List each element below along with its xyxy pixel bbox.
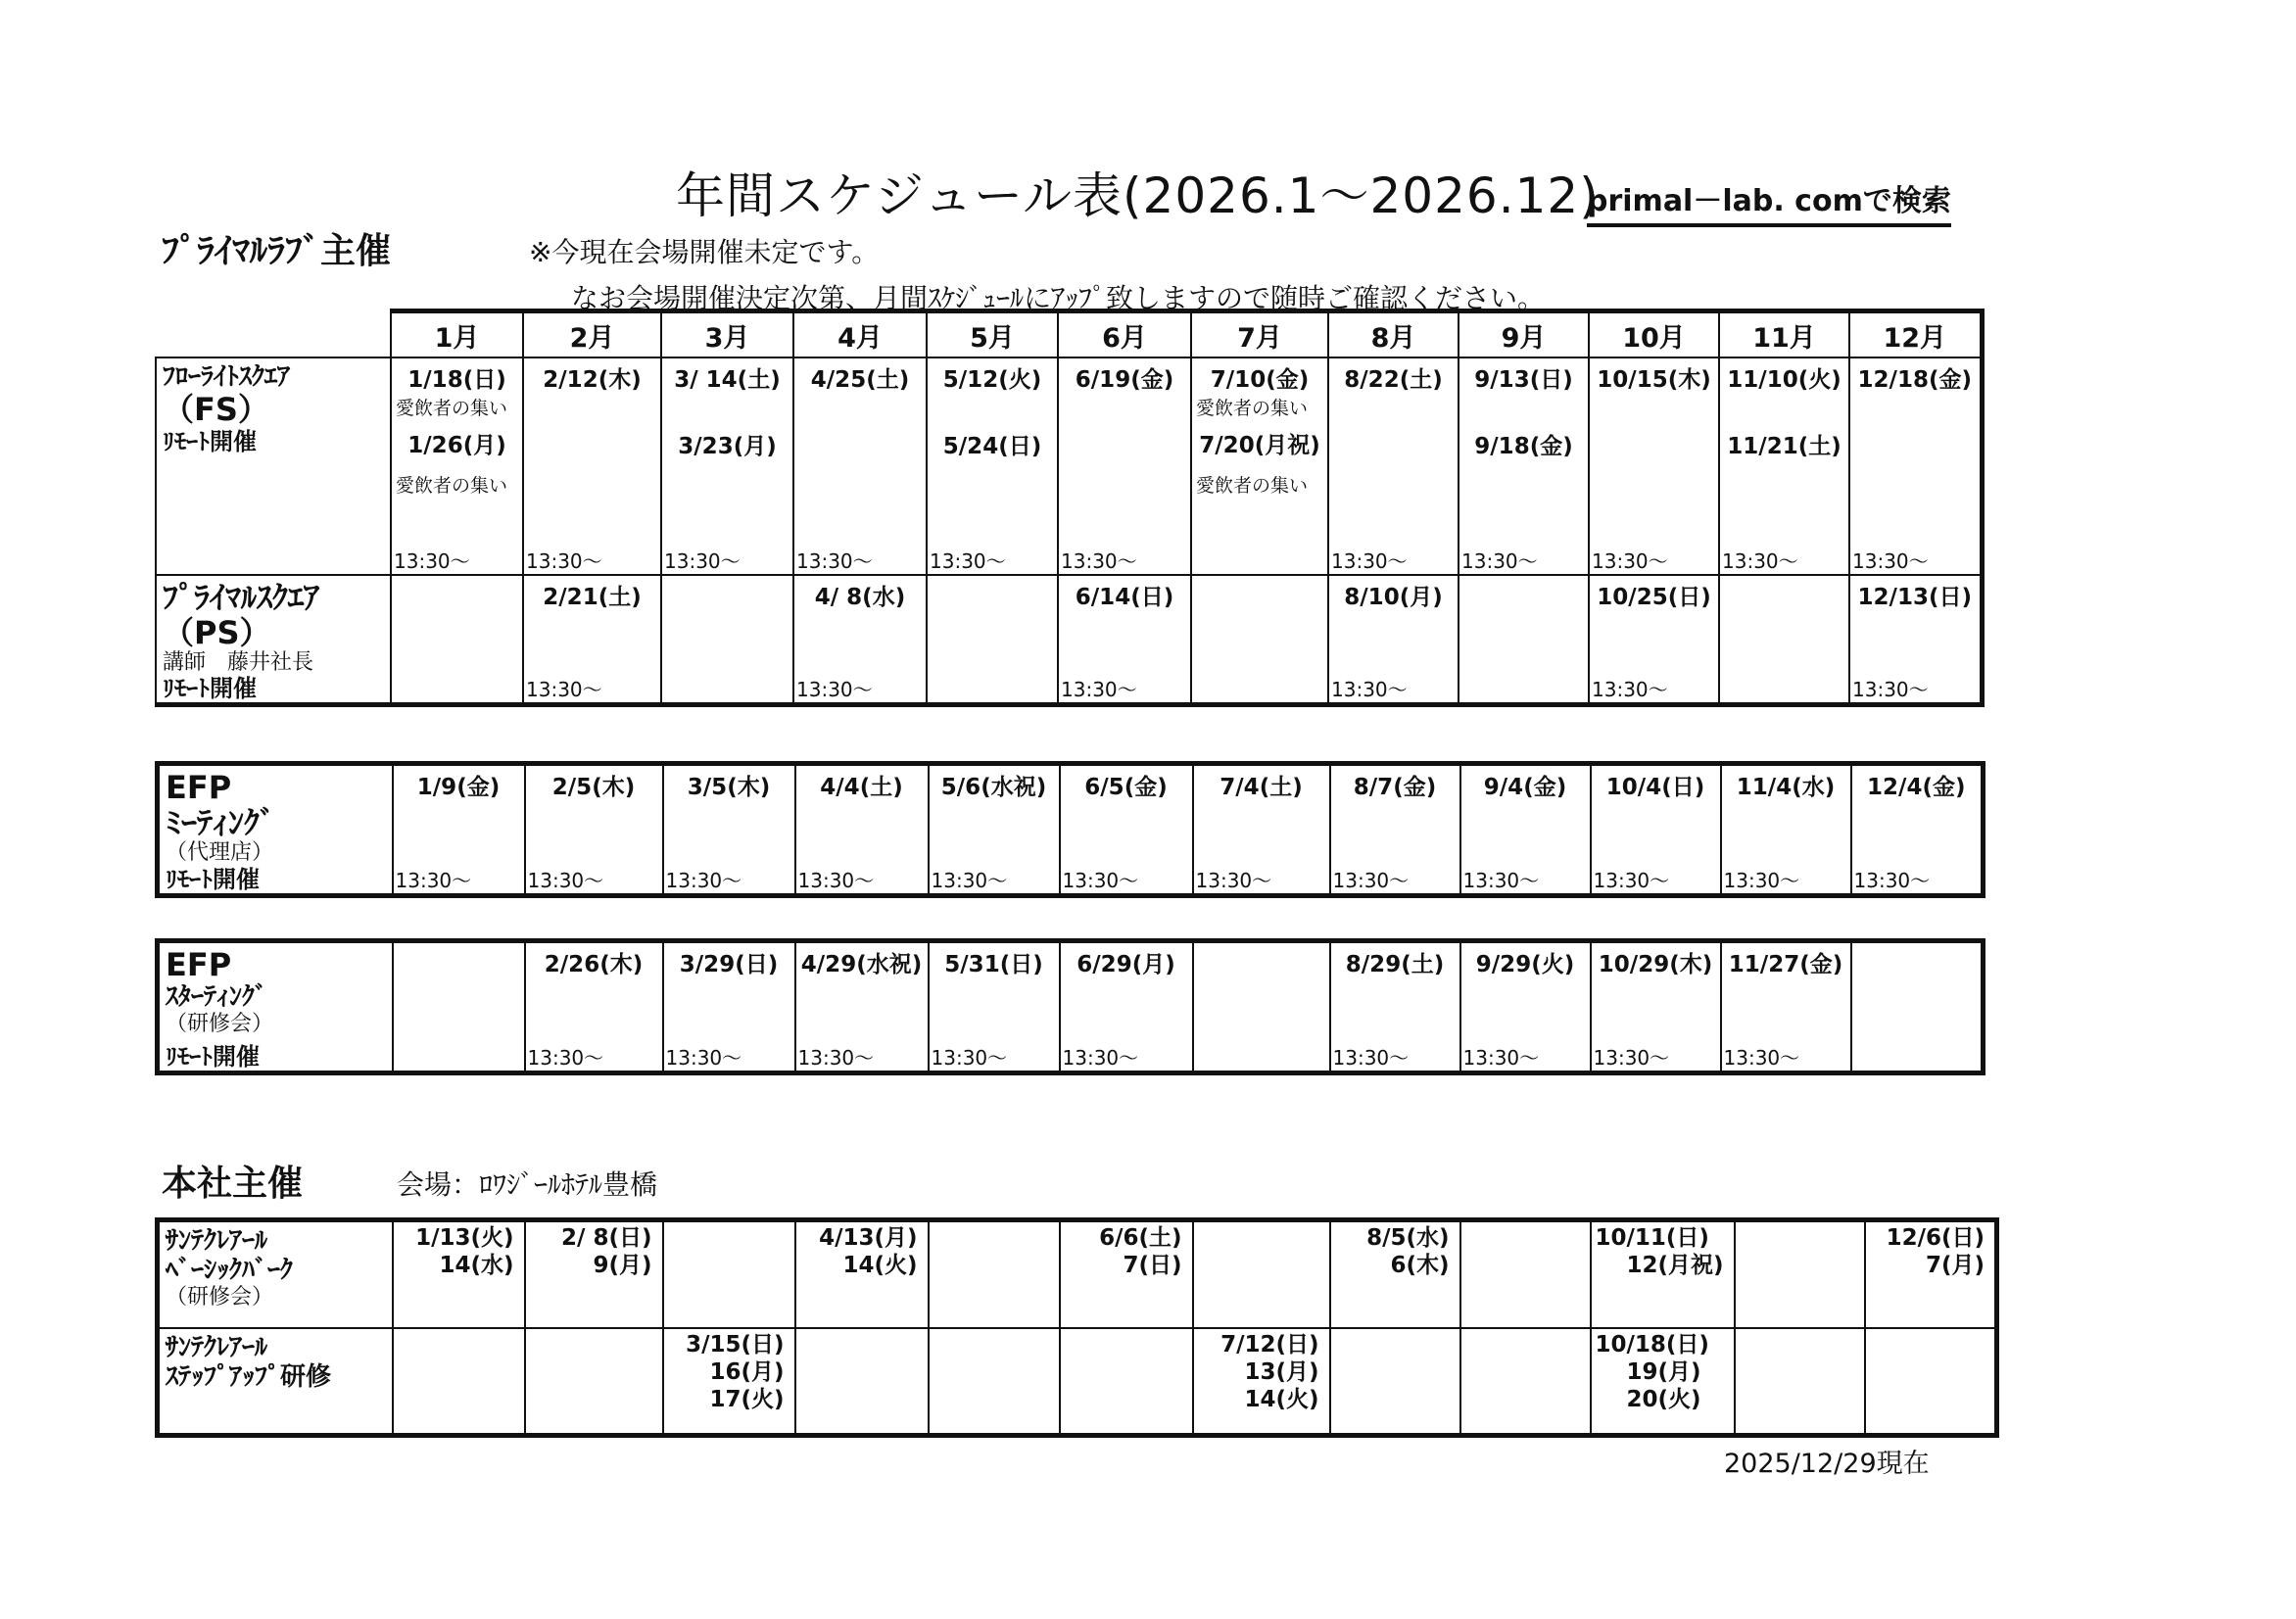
fs-date-2: 7/20(月祝)	[1199, 433, 1320, 458]
as-of-date: 2025/12/29現在	[1724, 1449, 1930, 1479]
ps-date-1: 2/21(土)	[543, 585, 642, 610]
efp_meeting-label	[158, 764, 393, 896]
stepup-cell-3	[663, 1328, 795, 1436]
efp_starting-time: 13:30～	[1462, 1046, 1540, 1070]
efp_starting-cell-9	[1460, 941, 1591, 1073]
efp_starting-date-1: 6/29(月)	[1076, 952, 1175, 977]
basic-cell-3	[663, 1220, 795, 1328]
basic-cell-7	[1193, 1220, 1330, 1328]
efp_starting-cell-11	[1721, 941, 1851, 1073]
fs-date-1: 10/15(木)	[1597, 367, 1711, 393]
ps-date-1: 6/14(日)	[1075, 585, 1174, 610]
table-row-stepup	[158, 1328, 1997, 1436]
stepup-date-1: 10/18(日)	[1595, 1331, 1709, 1357]
efp_meeting-time: 13:30～	[1593, 869, 1670, 892]
table-row-efp-starting	[158, 941, 1984, 1073]
basic-label-line-2: （研修会）	[166, 1285, 274, 1309]
fs-cell-3	[661, 357, 793, 575]
fs-time: 13:30～	[1331, 549, 1408, 573]
efp_starting-date-1: 8/29(土)	[1345, 952, 1445, 977]
efp_meeting-cell-3	[663, 764, 795, 896]
fs-date-1: 11/10(火)	[1727, 367, 1842, 393]
fs-cell-5	[927, 357, 1058, 575]
efp_starting-cell-3	[663, 941, 795, 1073]
fs-date-1: 2/12(木)	[543, 367, 642, 393]
fs-date-1: 6/19(金)	[1075, 367, 1174, 393]
efp_meeting-date-1: 4/4(土)	[820, 775, 903, 800]
basic-date-2: 7(月)	[1926, 1253, 1985, 1278]
month-header-3: 3月	[661, 311, 793, 358]
fs-time: 13:30～	[930, 549, 1006, 573]
efp_meeting-date-1: 10/4(日)	[1605, 775, 1705, 800]
efp_starting-time: 13:30～	[527, 1046, 604, 1070]
section-heading-head-office: 本社主催	[162, 1164, 304, 1204]
fs-time: 13:30～	[526, 549, 602, 573]
ps-cell-6	[1058, 575, 1191, 704]
table-row-ps	[156, 575, 1982, 704]
fs-cell-6	[1058, 357, 1191, 575]
fs-time: 13:30～	[1061, 549, 1137, 573]
basic-date-1: 10/11(日)	[1595, 1225, 1709, 1251]
basic-cell-9	[1460, 1220, 1591, 1328]
fs-time: 13:30～	[1852, 549, 1929, 573]
basic-date-1: 4/13(月)	[819, 1225, 918, 1251]
ps-cell-1	[391, 575, 523, 704]
efp_meeting-date-1: 6/5(金)	[1084, 775, 1168, 800]
ps-cell-11	[1719, 575, 1849, 704]
ps-time: 13:30～	[526, 677, 602, 701]
basic-date-1: 12/6(日)	[1886, 1225, 1985, 1251]
fs-date-2: 9/18(金)	[1474, 434, 1573, 459]
basic-date-2: 7(日)	[1123, 1253, 1182, 1278]
fs-date-1: 12/18(金)	[1857, 367, 1972, 393]
basic-date-1: 6/6(土)	[1099, 1225, 1182, 1251]
fs-event-2: 愛飲者の集い	[396, 475, 508, 497]
stepup-date-2: 16(月)	[709, 1358, 785, 1385]
basic-date-2: 14(火)	[842, 1253, 918, 1278]
fs-time: 13:30～	[1592, 549, 1668, 573]
efp_starting-date-1: 3/29(日)	[679, 952, 779, 977]
efp_meeting-date-1: 8/7(金)	[1353, 775, 1437, 800]
fs-event-2: 愛飲者の集い	[1196, 475, 1309, 497]
efp_meeting-label-line-3: ﾘﾓｰﾄ開催	[166, 866, 260, 893]
efp_meeting-date-1: 11/4(水)	[1736, 775, 1836, 800]
fs-cell-8	[1328, 357, 1459, 575]
fs-date-1: 4/25(土)	[810, 367, 910, 393]
month-header-7: 7月	[1191, 311, 1328, 358]
efp_meeting-time: 13:30～	[931, 869, 1008, 892]
efp_starting-label	[158, 941, 393, 1073]
basic-date-2: 9(月)	[593, 1253, 652, 1278]
basic-cell-6	[1060, 1220, 1193, 1328]
stepup-date-2: 19(月)	[1626, 1358, 1701, 1385]
efp_starting-cell-12	[1851, 941, 1984, 1073]
fs-time: 13:30～	[1461, 549, 1538, 573]
efp_meeting-time: 13:30～	[665, 869, 742, 892]
basic-date-2: 6(木)	[1390, 1253, 1450, 1278]
fs-date-2: 3/23(月)	[678, 434, 777, 459]
stepup-cell-1	[393, 1328, 525, 1436]
efp_meeting-cell-5	[929, 764, 1060, 896]
efp_starting-date-1: 11/27(金)	[1728, 952, 1843, 977]
ps-cell-2	[523, 575, 661, 704]
efp_meeting-cell-7	[1193, 764, 1330, 896]
fs-time: 13:30～	[1722, 549, 1798, 573]
basic-cell-5	[929, 1220, 1060, 1328]
efp_meeting-time: 13:30～	[1723, 869, 1800, 892]
basic-cell-8	[1330, 1220, 1460, 1328]
efp_starting-cell-8	[1330, 941, 1460, 1073]
fs-cell-1	[391, 357, 523, 575]
table-row-fs	[156, 357, 1982, 575]
efp_meeting-time: 13:30～	[527, 869, 604, 892]
efp_meeting-date-1: 3/5(木)	[687, 775, 771, 800]
fs-time: 13:30～	[796, 549, 873, 573]
stepup-cell-4	[795, 1328, 929, 1436]
month-header-4: 4月	[793, 311, 927, 358]
stepup-date-1: 3/15(日)	[686, 1331, 785, 1357]
stepup-cell-5	[929, 1328, 1060, 1436]
page-title: 年間スケジュール表(2026.1～2026.12)	[676, 167, 1600, 224]
stepup-cell-12	[1865, 1328, 1997, 1436]
fs-date-2: 11/21(土)	[1727, 434, 1842, 459]
efp_meeting-cell-10	[1591, 764, 1721, 896]
basic-date-1: 2/ 8(日)	[561, 1225, 652, 1251]
ps-time: 13:30～	[1592, 677, 1668, 701]
efp_starting-cell-7	[1193, 941, 1330, 1073]
ps-cell-12	[1849, 575, 1982, 704]
schedule-table-main	[155, 309, 1985, 707]
fs-time: 13:30～	[664, 549, 741, 573]
stepup-cell-11	[1735, 1328, 1865, 1436]
efp_meeting-date-1: 1/9(金)	[416, 775, 501, 800]
stepup-cell-9	[1460, 1328, 1591, 1436]
month-header-row	[156, 311, 1982, 358]
stepup-date-2: 13(月)	[1244, 1358, 1319, 1385]
efp_meeting-time: 13:30～	[395, 869, 472, 892]
efp_meeting-cell-6	[1060, 764, 1193, 896]
efp_meeting-cell-4	[795, 764, 929, 896]
efp_meeting-cell-8	[1330, 764, 1460, 896]
basic-cell-2	[525, 1220, 663, 1328]
efp_starting-cell-4	[795, 941, 929, 1073]
efp_meeting-time: 13:30～	[1195, 869, 1272, 892]
stepup-label	[158, 1328, 393, 1436]
efp_meeting-time: 13:30～	[1853, 869, 1931, 892]
month-header-2: 2月	[523, 311, 661, 358]
stepup-date-3: 17(火)	[709, 1386, 785, 1412]
ps-label-line-1: （PS）	[163, 614, 271, 651]
efp_starting-cell-1	[393, 941, 525, 1073]
basic-cell-4	[795, 1220, 929, 1328]
basic-cell-12	[1865, 1220, 1997, 1328]
efp_meeting-time: 13:30～	[797, 869, 875, 892]
basic-cell-11	[1735, 1220, 1865, 1328]
basic-label	[158, 1220, 393, 1328]
month-header-11: 11月	[1719, 311, 1849, 358]
efp_starting-cell-5	[929, 941, 1060, 1073]
efp_meeting-time: 13:30～	[1332, 869, 1410, 892]
month-header-8: 8月	[1328, 311, 1459, 358]
efp_starting-label-line-1: ｽﾀｰﾃｨﾝｸﾞ	[166, 982, 268, 1012]
efp_starting-date-1: 5/31(日)	[944, 952, 1043, 977]
fs-event-1: 愛飲者の集い	[396, 398, 508, 419]
ps-label-line-2: 講師 藤井社長	[163, 650, 314, 675]
efp_meeting-date-1: 12/4(金)	[1867, 775, 1966, 800]
efp_starting-time: 13:30～	[1593, 1046, 1670, 1070]
ps-label	[156, 575, 391, 704]
efp_meeting-date-1: 7/4(土)	[1220, 775, 1303, 800]
basic-date-1: 1/13(火)	[415, 1225, 514, 1251]
ps-label-line-0: ﾌﾟﾗｲﾏﾙｽｸｴｱ	[163, 579, 320, 616]
efp_meeting-date-1: 9/4(金)	[1483, 775, 1567, 800]
stepup-date-3: 20(火)	[1626, 1386, 1701, 1412]
fs-label-line-0: ﾌﾛｰﾗｲﾄｽｸｴｱ	[163, 362, 291, 392]
efp_starting-time: 13:30～	[797, 1046, 875, 1070]
basic-cell-1	[393, 1220, 525, 1328]
ps-cell-9	[1459, 575, 1589, 704]
venue-text: 会場：ﾛﾜｼﾞｰﾙﾎﾃﾙ豊橋	[397, 1168, 658, 1201]
stepup-cell-10	[1591, 1328, 1735, 1436]
ps-date-1: 8/10(月)	[1344, 585, 1443, 610]
ps-time: 13:30～	[1852, 677, 1929, 701]
efp_starting-time: 13:30～	[1062, 1046, 1139, 1070]
schedule-table-head-office	[155, 1217, 1999, 1438]
month-header-1: 1月	[391, 311, 523, 358]
efp_starting-cell-2	[525, 941, 663, 1073]
fs-cell-4	[793, 357, 927, 575]
efp_meeting-time: 13:30～	[1462, 869, 1540, 892]
month-header-10: 10月	[1589, 311, 1719, 358]
efp_starting-time: 13:30～	[1723, 1046, 1800, 1070]
fs-cell-10	[1589, 357, 1719, 575]
stepup-cell-7	[1193, 1328, 1330, 1436]
efp_starting-date-1: 10/29(木)	[1598, 952, 1713, 977]
ps-date-1: 10/25(日)	[1597, 585, 1711, 610]
efp_starting-label-line-3: ﾘﾓｰﾄ開催	[166, 1043, 260, 1071]
fs-event-1: 愛飲者の集い	[1196, 398, 1309, 419]
fs-date-1: 3/ 14(土)	[674, 367, 781, 393]
efp_meeting-label-line-1: ﾐｰﾃｨﾝｸﾞ	[166, 804, 276, 841]
stepup-cell-2	[525, 1328, 663, 1436]
efp_starting-cell-10	[1591, 941, 1721, 1073]
stepup-label-line-1: ｽﾃｯﾌﾟｱｯﾌﾟ研修	[166, 1361, 332, 1392]
efp_meeting-date-1: 2/5(木)	[551, 775, 636, 800]
fs-cell-12	[1849, 357, 1982, 575]
efp_starting-date-1: 9/29(火)	[1475, 952, 1575, 977]
stepup-date-3: 14(火)	[1244, 1386, 1319, 1412]
stepup-label-line-0: ｻﾝﾃｸﾚｱｰﾙ	[166, 1332, 268, 1362]
fs-cell-9	[1459, 357, 1589, 575]
fs-label-line-1: （FS）	[163, 391, 269, 428]
efp_meeting-label-line-0: EFP	[166, 769, 232, 806]
table-row-efp-meeting	[158, 764, 1984, 896]
efp_starting-date-1: 2/26(木)	[544, 952, 644, 977]
ps-date-1: 4/ 8(水)	[814, 585, 906, 610]
ps-cell-7	[1191, 575, 1328, 704]
efp_starting-label-line-2: （研修会）	[166, 1012, 274, 1036]
ps-date-1: 12/13(日)	[1857, 585, 1972, 610]
header-corner	[156, 311, 391, 358]
fs-date-1: 1/18(日)	[407, 367, 506, 393]
month-header-9: 9月	[1459, 311, 1589, 358]
stepup-cell-8	[1330, 1328, 1460, 1436]
efp_meeting-time: 13:30～	[1062, 869, 1139, 892]
efp_meeting-date-1: 5/6(水祝)	[940, 775, 1047, 800]
update-note: なお会場開催決定次第、月間ｽｹｼﾞｭｰﾙにｱｯﾌﾟ致しますので随時ご確認ください。	[571, 282, 1546, 314]
fs-date-2: 1/26(月)	[407, 433, 506, 458]
fs-date-1: 5/12(火)	[942, 367, 1042, 393]
fs-time: 13:30～	[394, 549, 470, 573]
month-header-6: 6月	[1058, 311, 1191, 358]
basic-cell-10	[1591, 1220, 1735, 1328]
efp_starting-time: 13:30～	[1332, 1046, 1410, 1070]
efp_starting-date-1: 4/29(水祝)	[800, 952, 923, 977]
basic-date-2: 12(月祝)	[1626, 1253, 1724, 1278]
table-row-basic-park	[158, 1220, 1997, 1328]
efp_starting-time: 13:30～	[931, 1046, 1008, 1070]
efp_starting-cell-6	[1060, 941, 1193, 1073]
section-heading-primal-lab: ﾌﾟﾗｲﾏﾙﾗﾌﾞ主催	[162, 231, 392, 271]
ps-cell-10	[1589, 575, 1719, 704]
month-header-5: 5月	[927, 311, 1058, 358]
basic-label-line-1: ﾍﾞｰｼｯｸﾊﾞｰｸ	[166, 1256, 294, 1285]
ps-label-line-3: ﾘﾓｰﾄ開催	[163, 674, 257, 702]
fs-date-1: 8/22(土)	[1344, 367, 1443, 393]
ps-time: 13:30～	[1061, 677, 1137, 701]
fs-date-1: 7/10(金)	[1210, 367, 1310, 393]
fs-label-line-2: ﾘﾓｰﾄ開催	[163, 428, 257, 455]
ps-cell-5	[927, 575, 1058, 704]
efp_meeting-cell-11	[1721, 764, 1851, 896]
ps-time: 13:30～	[796, 677, 873, 701]
ps-time: 13:30～	[1331, 677, 1408, 701]
efp_meeting-cell-2	[525, 764, 663, 896]
ps-cell-8	[1328, 575, 1459, 704]
basic-date-1: 8/5(水)	[1366, 1225, 1450, 1251]
ps-cell-3	[661, 575, 793, 704]
fs-label	[156, 357, 391, 575]
ps-cell-4	[793, 575, 927, 704]
stepup-cell-6	[1060, 1328, 1193, 1436]
efp_starting-time: 13:30～	[665, 1046, 742, 1070]
efp_meeting-cell-1	[393, 764, 525, 896]
efp_meeting-cell-12	[1851, 764, 1984, 896]
fs-cell-11	[1719, 357, 1849, 575]
fs-cell-7	[1191, 357, 1328, 575]
fs-date-2: 5/24(日)	[942, 434, 1042, 459]
venue-note: ※今現在会場開催未定です。	[529, 236, 880, 268]
fs-date-1: 9/13(日)	[1474, 367, 1573, 393]
stepup-date-1: 7/12(日)	[1220, 1331, 1319, 1357]
efp_starting-label-line-0: EFP	[166, 946, 232, 983]
efp_meeting-label-line-2: （代理店）	[166, 840, 274, 865]
schedule-table-efp-meeting	[155, 761, 1985, 898]
site-search-text: primal－lab. comで検索	[1587, 176, 1951, 227]
basic-date-2: 14(水)	[439, 1253, 514, 1278]
efp_meeting-cell-9	[1460, 764, 1591, 896]
schedule-table-efp-starting	[155, 938, 1985, 1075]
month-header-12: 12月	[1849, 311, 1982, 358]
fs-cell-2	[523, 357, 661, 575]
basic-label-line-0: ｻﾝﾃｸﾚｱｰﾙ	[166, 1226, 268, 1256]
